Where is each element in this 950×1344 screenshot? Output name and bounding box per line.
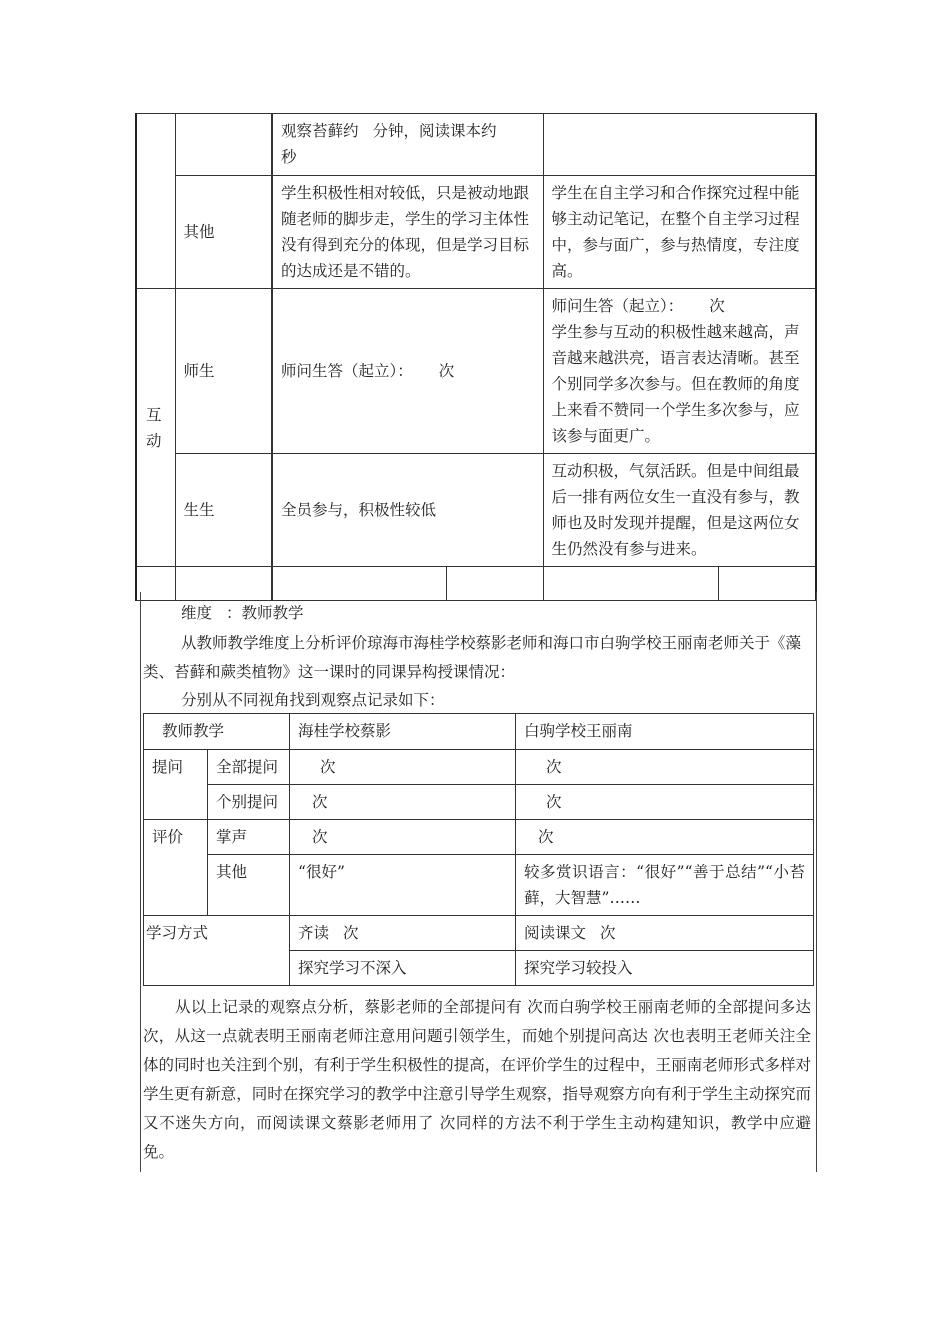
table-cell: 较多赏识语言：“很好”“善于总结”“小苔藓，大智慧”……: [516, 855, 814, 916]
observation-table: [135, 113, 817, 601]
teacher-student-left: 师问生答（起立）： 次: [272, 289, 543, 454]
row-label-student-student: 生生: [175, 454, 272, 567]
table-cell: 次: [516, 820, 814, 855]
teaching-table: [143, 713, 814, 986]
table-cell: 次: [290, 750, 516, 785]
conclusion-paragraph: 从以上记录的观察点分析，蔡影老师的全部提问有 次而白驹学校王丽南老师的全部提问多达 次，从这一点就表明王丽南老师注意用问题引领学生，而她个别提问高达 次也表明王老师关注全体的同时也关注到个别，有利于学生积极性的提高，在评价学生的过程中，王丽南老师形式多样对学生更有新意，同时在探究学习的教学中注意引导学生观察，指导观察方向有利于学生主动探究而又不迷失方向，而阅读课文蔡影老师用了 次同样的方法不利于学生主动构建知识，教学中应避免。: [143, 998, 811, 1161]
records-intro: 分别从不同视角找到观察点记录如下：: [181, 691, 445, 709]
table-row: [136, 454, 816, 567]
header-cell: 教师教学: [144, 714, 290, 750]
interaction-group-label: 互 动: [136, 289, 175, 567]
other-left-cell: 学生积极性相对较低，只是被动地跟随老师的脚步走，学生的学习主体性没有得到充分的体现，但是学习目标的达成还是不错的。: [272, 176, 543, 289]
table-header-row: [144, 714, 814, 750]
empty-cell: [175, 114, 272, 176]
row-label-other: 其他: [175, 176, 272, 289]
table-row: [136, 289, 816, 454]
dimension-heading: 维度 ：教师教学: [181, 604, 304, 622]
table-row: [144, 785, 814, 820]
intro-paragraph: 从教师教学维度上分析评价琼海市海桂学校蔡影老师和海口市白驹学校王丽南老师关于《藻类、苔藓和蕨类植物》这一课时的同课异构授课情况：: [143, 634, 802, 681]
cell-label: 全部提问: [208, 750, 290, 785]
header-cell: 白驹学校王丽南: [516, 714, 814, 750]
table-cell: 齐读 次: [290, 916, 516, 951]
header-cell: 海桂学校蔡影: [290, 714, 516, 750]
table-cell: 阅读课文 次: [516, 916, 814, 951]
table-cell: 探究学习不深入: [290, 951, 516, 986]
teacher-student-right: 师问生答（起立）： 次 学生参与互动的积极性越来越高，声音越来越洪亮，语言表达清晰。甚至个别同学多次参与。但在教师的角度上来看不赞同一个学生多次参与，应该参与面更广。: [543, 289, 816, 454]
table-row: [144, 916, 814, 951]
table-row: [144, 855, 814, 916]
table-row: [144, 820, 814, 855]
table-cell: 次: [290, 820, 516, 855]
table-cell: “很好”: [290, 855, 516, 916]
table-row: [136, 114, 816, 176]
table-cell: 次: [516, 750, 814, 785]
row-label-questioning: 提问: [144, 750, 208, 820]
table-row: [144, 750, 814, 785]
empty-cell: [543, 114, 816, 176]
table-row: [136, 176, 816, 289]
student-student-left: 全员参与，积极性较低: [272, 454, 543, 567]
observe-cell: 观察苔藓约 分钟，阅读课本约 秒: [272, 114, 543, 176]
student-student-right: 互动积极，气氛活跃。但是中间组最后一排有两位女生一直没有参与，教师也及时发现并提醒，但是这两位女生仍然没有参与进来。: [543, 454, 816, 567]
row-label-learning: 学习方式: [144, 916, 290, 986]
other-right-cell: 学生在自主学习和合作探究过程中能够主动记笔记，在整个自主学习过程中，参与面广，参与热情度，专注度高。: [543, 176, 816, 289]
table-cell: 探究学习较投入: [516, 951, 814, 986]
table-cell: 次: [290, 785, 516, 820]
table-cell: 次: [516, 785, 814, 820]
cell-label: 掌声: [208, 820, 290, 855]
row-label-teacher-student: 师生: [175, 289, 272, 454]
empty-cell: [136, 114, 175, 289]
cell-label: 个别提问: [208, 785, 290, 820]
cell-label: 其他: [208, 855, 290, 916]
row-label-evaluation: 评价: [144, 820, 208, 916]
